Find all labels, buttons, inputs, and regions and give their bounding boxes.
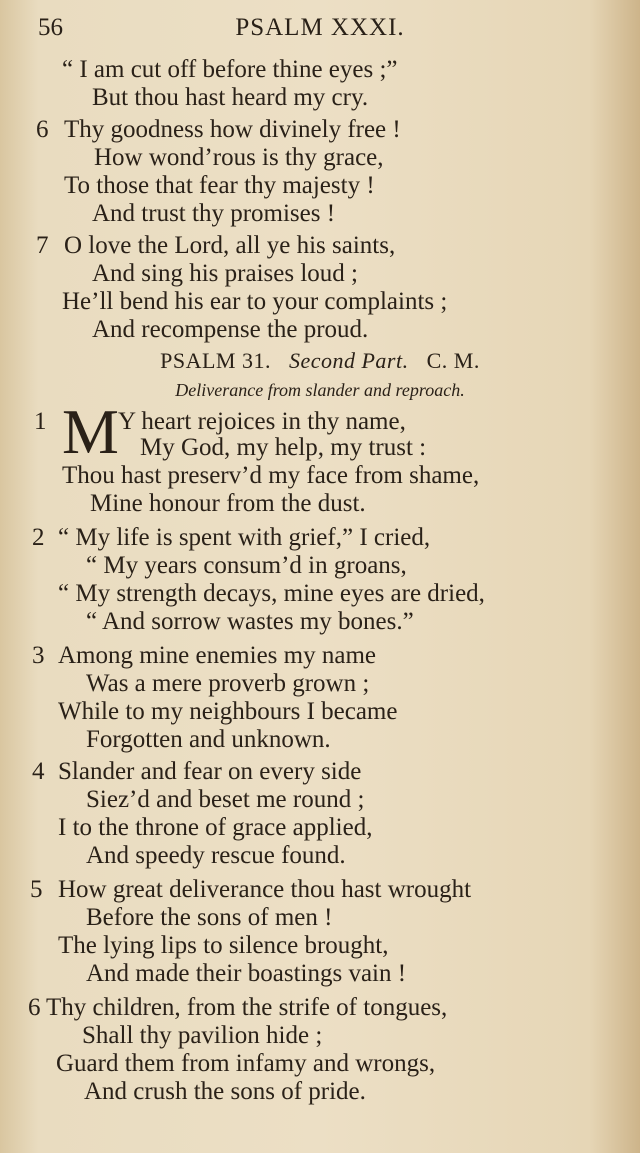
- stanza-number: 3: [32, 642, 45, 669]
- verse-line: Shall thy pavilion hide ;: [82, 1022, 323, 1049]
- verse-line: Slander and fear on every side: [58, 758, 362, 785]
- verse-line: And speedy rescue found.: [86, 842, 346, 869]
- verse-line: Thy goodness how divinely free !: [64, 116, 401, 143]
- verse-line: I to the throne of grace applied,: [58, 814, 373, 841]
- verse-line: He’ll bend his ear to your complaints ;: [62, 288, 448, 315]
- verse-line: How great deliverance thou hast wrought: [58, 876, 472, 903]
- running-title: PSALM XXXI.: [235, 14, 405, 41]
- verse-line: And recompense the proud.: [92, 316, 369, 343]
- section-heading: [0, 348, 640, 374]
- verse-line: “ My strength decays, mine eyes are dried,: [58, 580, 485, 607]
- verse-line: Before the sons of men !: [86, 904, 333, 931]
- stanza-number: 7: [36, 232, 49, 259]
- verse-line: Y heart rejoices in thy name,: [118, 408, 406, 435]
- stanza-number: 5: [30, 876, 43, 903]
- stanza-number: 2: [32, 524, 45, 551]
- verse-line: And sing his praises loud ;: [92, 260, 358, 287]
- verse-line: While to my neighbours I became: [58, 698, 398, 725]
- verse-line: “ My life is spent with grief,” I cried,: [58, 524, 431, 551]
- verse-line: Mine honour from the dust.: [90, 490, 366, 517]
- stanza-number: 6: [36, 116, 49, 143]
- page-header: [0, 14, 640, 48]
- verse-line: How wond’rous is thy grace,: [94, 144, 384, 171]
- verse-line: Among mine enemies my name: [58, 642, 376, 669]
- verse-line: Forgotten and unknown.: [86, 726, 331, 753]
- drop-cap: M: [62, 396, 119, 467]
- verse-line: My God, my help, my trust :: [140, 434, 427, 461]
- verse-line: Guard them from infamy and wrongs,: [56, 1050, 436, 1077]
- verse-line: To those that fear thy majesty !: [64, 172, 375, 199]
- section-part: Second Part.: [288, 348, 409, 373]
- verse-line: The lying lips to silence brought,: [58, 932, 389, 959]
- page-number: 56: [38, 14, 63, 41]
- verse-line: And made their boastings vain !: [86, 960, 407, 987]
- section-meter: C. M.: [426, 348, 480, 373]
- verse-line: O love the Lord, all ye his saints,: [64, 232, 396, 259]
- verse-line: “ I am cut off before thine eyes ;”: [62, 56, 398, 83]
- verse-line: “ And sorrow wastes my bones.”: [86, 608, 414, 635]
- verse-line: And trust thy promises !: [92, 200, 336, 227]
- verse-line: And crush the sons of pride.: [84, 1078, 366, 1105]
- verse-line: Thou hast preserv’d my face from shame,: [62, 462, 480, 489]
- verse-line: Siez’d and beset me round ;: [86, 786, 365, 813]
- section-title: PSALM 31.: [160, 348, 271, 373]
- verse-line: Was a mere proverb grown ;: [86, 670, 370, 697]
- stanza-number: 6: [28, 994, 41, 1021]
- stanza-number: 4: [32, 758, 45, 785]
- section-subtitle: Deliverance from slander and reproach.: [175, 380, 465, 400]
- verse-line: But thou hast heard my cry.: [92, 84, 369, 111]
- verse-line: “ My years consum’d in groans,: [86, 552, 407, 579]
- stanza-number: 1: [34, 408, 47, 435]
- verse-line: Thy children, from the strife of tongues,: [46, 994, 448, 1021]
